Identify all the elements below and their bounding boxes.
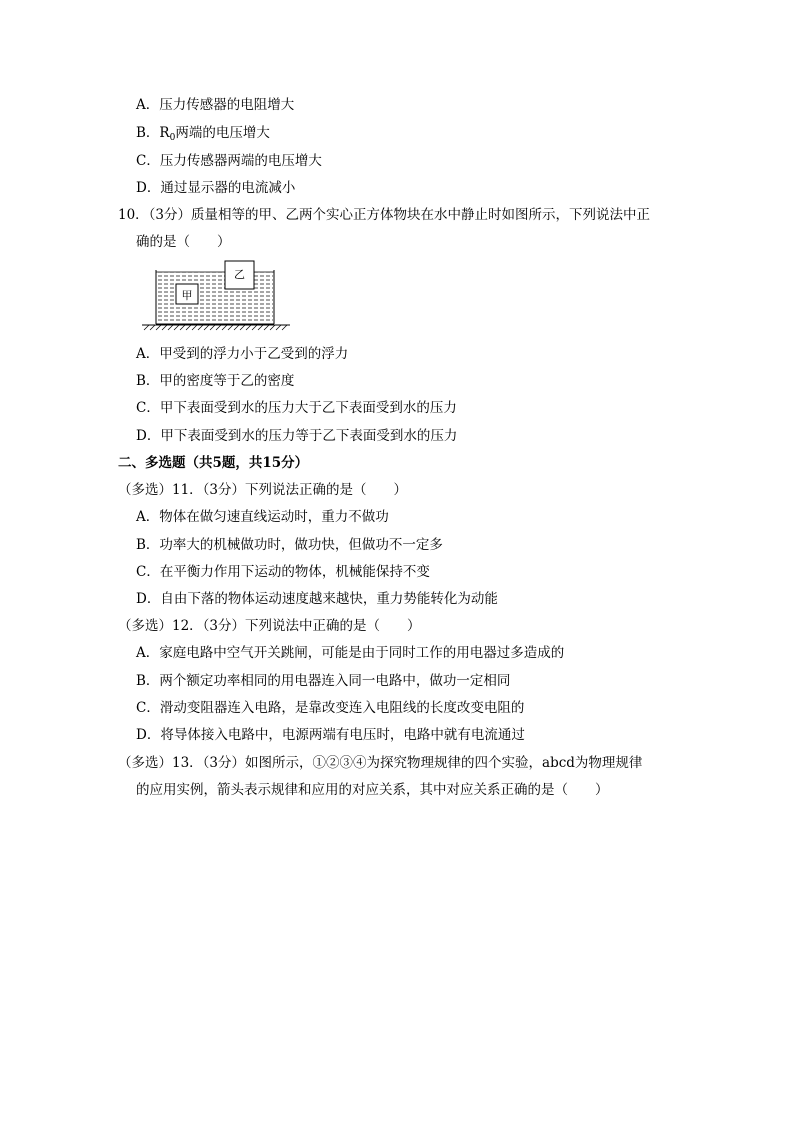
q11-option-a: A．物体在做匀速直线运动时，重力不做功 [136,509,389,525]
q9-option-b: B．$R_0$两端的电压增大 [136,125,270,143]
q10-option-b: B．甲的密度等于乙的密度 [136,373,295,389]
block-yi-label: 乙 [234,268,245,281]
q13-stem-line1: （多选）13．（3分）如图所示，①②③④为探究物理规律的四个实验，abcd为物理规律 [118,755,643,771]
block-jia-label: 甲 [181,289,193,302]
q10-option-c: C．甲下表面受到水的压力大于乙下表面受到水的压力 [136,400,457,416]
q12-option-a: A．家庭电路中空气开关跳闸，可能是由于同时工作的用电器过多造成的 [136,645,565,661]
q9-option-c: C．压力传感器两端的电压增大 [136,153,322,169]
q11-stem: （多选）11．（3分）下列说法正确的是（ ） [118,482,408,498]
q12-option-b: B．两个额定功率相同的用电器连入同一电路中，做功一定相同 [136,673,511,689]
q12-option-d: D．将导体接入电路中，电源两端有电压时，电路中就有电流通过 [136,727,525,743]
q10-stem-line1: 10．（3分）质量相等的甲、乙两个实心正方体物块在水中静止时如图所示，下列说法中正 [118,207,651,223]
q11-option-b: B．功率大的机械做功时，做功快，但做功不一定多 [136,537,443,553]
q10-stem-line2: 确的是（ ） [136,234,231,250]
water [157,272,273,323]
q10-option-a: A．甲受到的浮力小于乙受到的浮力 [136,346,349,362]
section-title-multi-choice: 二、多选题（共5题，共15分） [118,455,309,471]
q13-stem-line2: 的应用实例，箭头表示规律和应用的对应关系，其中对应关系正确的是（ ） [136,782,609,798]
q11-option-d: D．自由下落的物体运动速度越来越快，重力势能转化为动能 [136,591,498,607]
q10-option-d: D．甲下表面受到水的压力等于乙下表面受到水的压力 [136,428,458,444]
ground [142,325,290,330]
q12-option-c: C．滑动变阻器连入电路，是靠改变连入电阻线的长度改变电阻的 [136,700,525,716]
q9-option-a: A．压力传感器的电阻增大 [136,97,295,113]
q11-option-c: C．在平衡力作用下运动的物体，机械能保持不变 [136,564,430,580]
q12-stem: （多选）12．（3分）下列说法中正确的是（ ） [118,618,421,634]
q9-option-d: D．通过显示器的电流减小 [136,180,296,196]
q10-figure [140,258,300,334]
